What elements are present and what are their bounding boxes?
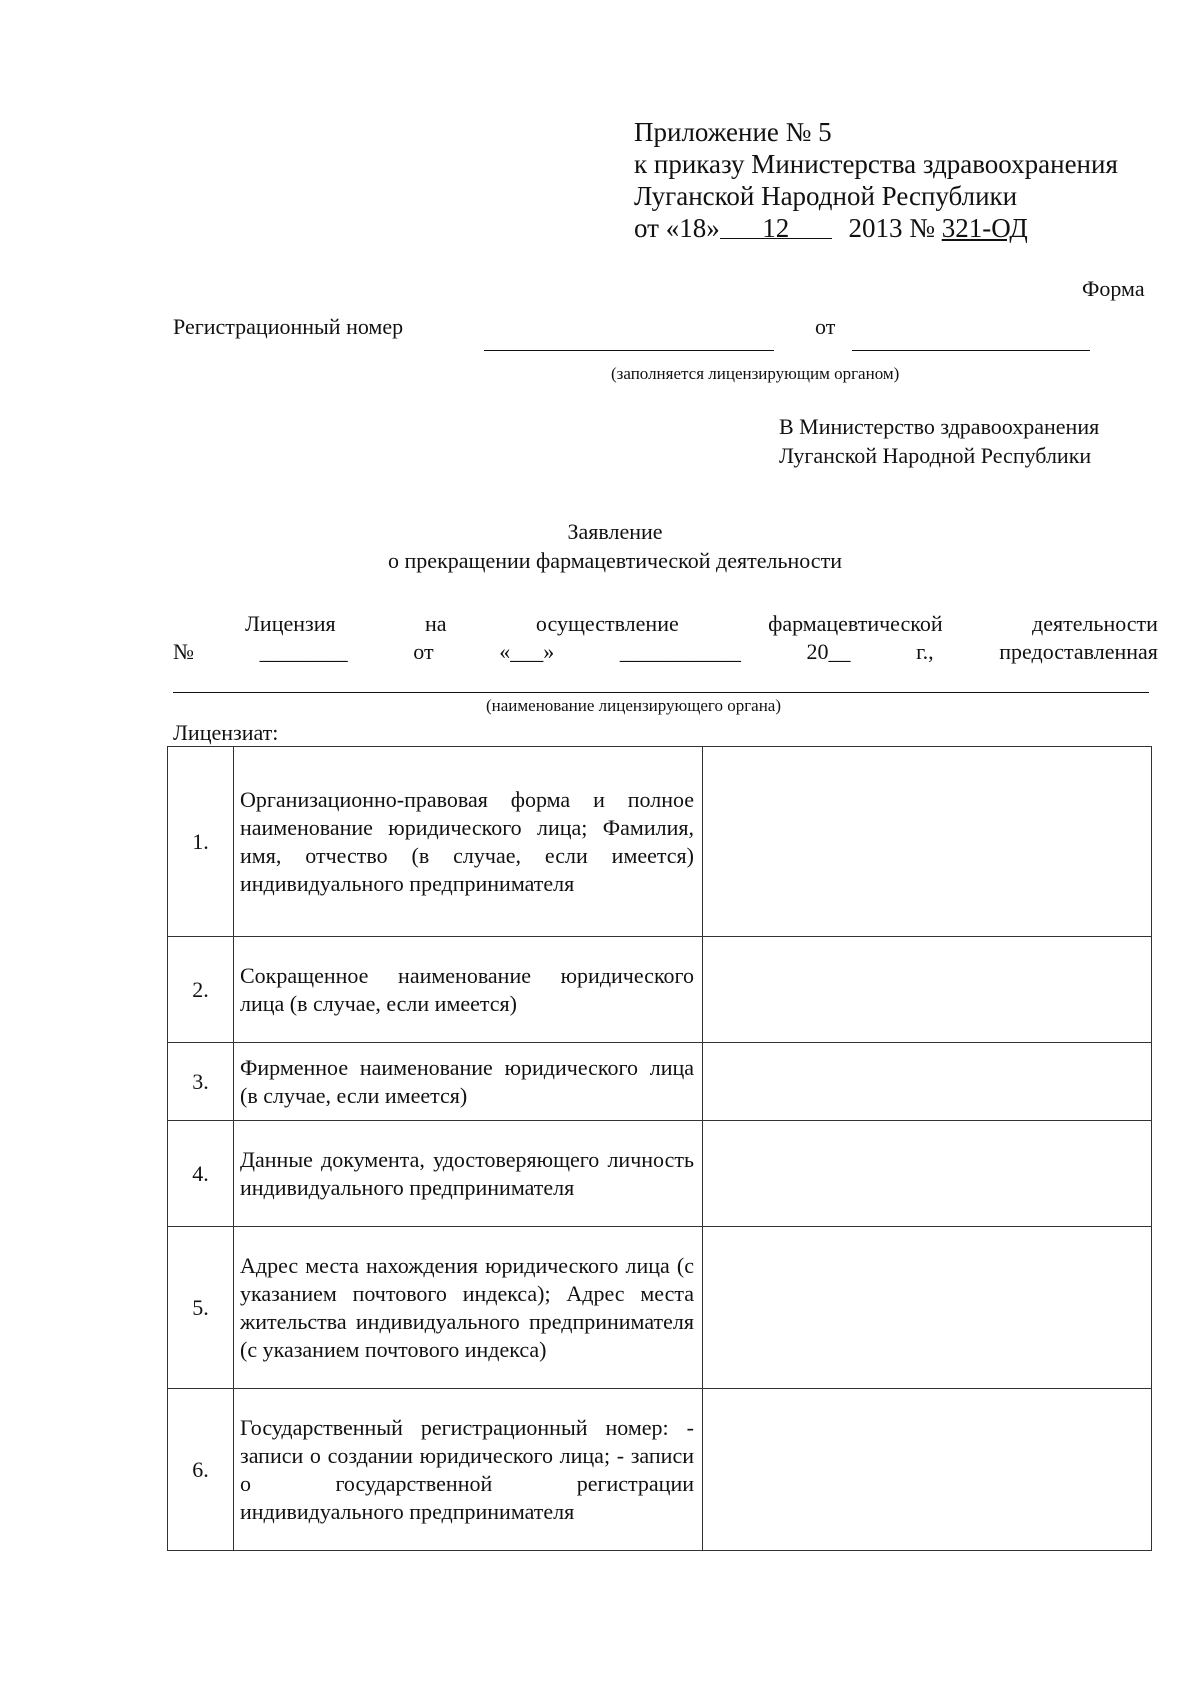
addressee-block: [779, 412, 1099, 470]
order-month-field: [720, 213, 832, 243]
row-description: Организационно-правовая форма и полное наименование юридического лица; Фамилия, имя, отчество (в случае, если имеется) индивидуального предпринимателя: [234, 747, 703, 937]
license-word-2: на: [424, 611, 447, 636]
registration-number-field[interactable]: [484, 350, 774, 351]
document-title: [0, 517, 1200, 575]
license-number-field[interactable]: ________: [259, 639, 348, 664]
license-word-5: деятельности: [1032, 611, 1158, 636]
license-month-field[interactable]: ___________: [619, 639, 741, 664]
row-description: Сокращенное наименование юридического лица (в случае, если имеется): [234, 937, 703, 1043]
order-month: 12: [762, 213, 790, 243]
row-description: Адрес места нахождения юридического лица (с указанием почтового индекса); Адрес места жительства индивидуального предпринимателя (с указанием почтового индекса): [234, 1227, 703, 1389]
registration-note: (заполняется лицензирующим органом): [611, 364, 900, 383]
row-value-field[interactable]: [703, 1389, 1152, 1551]
license-number-sign: №: [173, 639, 194, 664]
order-date-line: [634, 212, 1118, 244]
row-description: Государственный регистрационный номер: - записи о создании юридического лица; - записи о государственной регистрации индивидуального предпринимателя: [234, 1389, 703, 1551]
registration-label: Регистрационный номер: [173, 314, 404, 339]
row-value-field[interactable]: [703, 1121, 1152, 1227]
row-value-field[interactable]: [703, 747, 1152, 937]
license-line-1: [245, 611, 1158, 637]
row-number: 5.: [168, 1227, 234, 1389]
table-row: [168, 1121, 1152, 1227]
table-row: [168, 937, 1152, 1043]
row-value-field[interactable]: [703, 1227, 1152, 1389]
table-row: [168, 1043, 1152, 1121]
license-word-1: Лицензия: [245, 611, 336, 636]
addressee-line-1: В Министерство здравоохранения: [779, 414, 1100, 439]
table-row: [168, 1227, 1152, 1389]
row-number: 6.: [168, 1389, 234, 1551]
license-year-suffix: г.,: [916, 639, 934, 664]
table-row: [168, 1389, 1152, 1551]
row-value-field[interactable]: [703, 937, 1152, 1043]
republic-name: Луганской Народной Республики: [634, 181, 1018, 211]
title-line-2: о прекращении фармацевтической деятельности: [388, 548, 842, 573]
licensing-authority-field[interactable]: [173, 692, 1149, 693]
licensing-authority-note: (наименование лицензирующего органа): [486, 696, 782, 715]
row-value-field[interactable]: [703, 1043, 1152, 1121]
licensee-label: Лицензиат:: [173, 720, 279, 745]
order-date-prefix: от «18»: [634, 213, 720, 243]
title-line-1: Заявление: [567, 519, 663, 544]
order-number: 321-ОД: [941, 213, 1028, 243]
registration-from-label: от: [815, 314, 836, 339]
license-word-4: фармацевтической: [768, 611, 943, 636]
registration-date-field[interactable]: [852, 350, 1090, 351]
addressee-line-2: Луганской Народной Республики: [779, 443, 1092, 468]
row-description: Фирменное наименование юридического лица (в случае, если имеется): [234, 1043, 703, 1121]
licensee-table: [167, 746, 1152, 1551]
row-number: 4.: [168, 1121, 234, 1227]
appendix-title: Приложение № 5: [634, 117, 832, 147]
license-granted-label: предоставленная: [999, 639, 1158, 664]
row-number: 3.: [168, 1043, 234, 1121]
row-number: 1.: [168, 747, 234, 937]
table-row: [168, 747, 1152, 937]
form-label: Форма: [1082, 276, 1145, 301]
license-year-field[interactable]: 20__: [806, 639, 851, 664]
order-reference: к приказу Министерства здравоохранения: [634, 149, 1118, 179]
row-description: Данные документа, удостоверяющего личность индивидуального предпринимателя: [234, 1121, 703, 1227]
license-word-3: осуществление: [535, 611, 679, 636]
license-from-label: от: [413, 639, 434, 664]
header-block: [634, 116, 1118, 244]
order-year: 2013 №: [848, 213, 935, 243]
row-number: 2.: [168, 937, 234, 1043]
license-line-2: [173, 639, 1158, 665]
license-day-field[interactable]: «___»: [499, 639, 555, 664]
